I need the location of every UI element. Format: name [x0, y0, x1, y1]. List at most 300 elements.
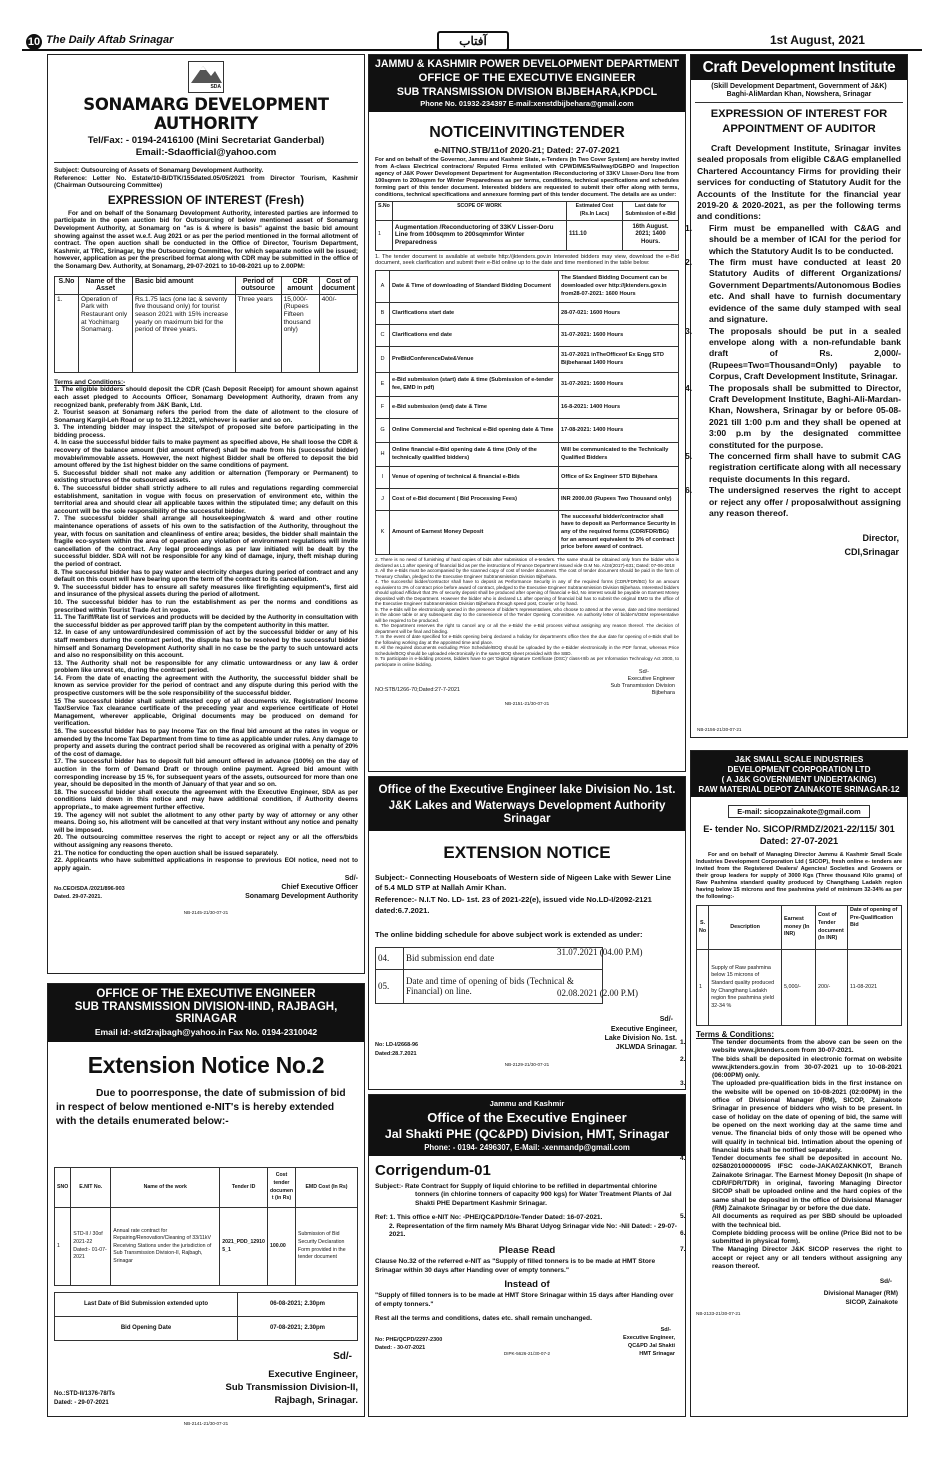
table-cell: Bid submission end date: [404, 947, 603, 969]
sda-sd: Sd/-: [344, 875, 358, 883]
lake-date-2: 02.08.2021 (2.00 P.M): [557, 988, 639, 998]
rajbagh-col-work: Name of the work: [111, 1168, 220, 1208]
bijbehara-line1: JAMMU & KASHMIR POWER DEVELOPMENT DEPARTMENT: [374, 58, 680, 70]
sda-ref-date: Dated. 29-07-2021.: [54, 893, 102, 900]
list-item: 10. The successful bidder has to run the establishment as per the norms and conditions as prescribed within Tourist Trade Act in vogue.: [54, 598, 358, 614]
sicop-col-date: Date of opening of Pre-Qualification Bid: [848, 906, 902, 950]
sicop-footer: [696, 1279, 902, 1323]
sda-terms-list: [54, 386, 358, 872]
jalshakti-ref-date: Dated: - 30-07-2021: [375, 1345, 426, 1352]
bijbehara-nit: e-NITNO.STB/11of 2020-21; Dated: 27-07-2021: [434, 145, 620, 155]
list-item: [680, 1039, 902, 1056]
table-cell: 2021_PDD_12910 5_1: [220, 1208, 268, 1286]
sicop-line3: ( A J&K GOVERNMENT UNDERTAKING): [721, 775, 877, 784]
list-number: 4.: [680, 1155, 686, 1163]
table-cell: Operation of Park with Restaurant only at Yochimarg Sonamarg.: [79, 294, 133, 372]
table-row: [376, 325, 679, 347]
list-item: 6. The successful bidder shall strictly adhere to all rules and regulations regarding commercial establishment, sanitation in vogue with focus on preservation of environment etc, within the territorial area and should clear all applicable taxes within the stipulated time; any default on this account will be the sole responsibility of the successful bidder.: [54, 485, 358, 515]
table-cell: 15,000/- (Rupees Fifteen thousand only): [281, 294, 319, 372]
sicop-col-desc: Description: [709, 906, 782, 950]
list-item-text: Complete bidding process will be online (Price Bid not to be submitted in physical form).: [712, 1229, 902, 1246]
jalshakti-footer: [375, 1327, 679, 1383]
jalshakti-line0: Jammu and Kashmir: [489, 1099, 565, 1108]
table-row: [55, 1293, 358, 1317]
sicop-signatory: Divisional Manager (RM): [823, 1290, 898, 1298]
table-cell: 111.10: [567, 220, 623, 250]
craft-heading: EXPRESSION OF INTEREST FOR APPOINTMENT OF AUDITOR: [710, 108, 888, 135]
list-item: 7. In the event of date specified for e-Bids opening being declared a holiday for department's office then the due date for opening of e-Bids shall be the following working day at the appointed time and place.: [375, 634, 679, 645]
rajbagh-col-tender: Tender ID: [220, 1168, 268, 1208]
lake-place: JKLWDA Srinagar.: [615, 1043, 677, 1051]
table-cell: Will be communicated to the Technically Qualified Bidders: [559, 443, 679, 467]
bijbehara-footer: [375, 669, 679, 713]
jalshakti-sd: Sd/-: [660, 1327, 671, 1334]
sicop-col-emd: Earnest money (In INR): [782, 906, 816, 950]
list-number: 4.: [685, 382, 693, 393]
bijbehara-line3: SUB TRANSMISSION DIVISION BIJBEHARA,KPDCL: [396, 86, 658, 98]
table-cell: Venue of opening of technical & financial e-Bids: [390, 467, 559, 489]
table-cell: 28-07-021: 1600 Hours: [559, 303, 679, 325]
jalshakti-notice: [368, 1094, 686, 1417]
list-number: 3.: [680, 1080, 686, 1088]
sda-reference: Reference: Letter No. Estate/10-B/DTK/155dated.05/05/2021 from Director Tourism, Kashmir (Chairman Outsourcing Committee): [54, 174, 358, 190]
craft-intro: Craft Development Institute, Srinagar invites sealed proposals from eligible C&AG emplanelled Chartered Accountancy Firms for providing their services for conducting of Statutory Audit for the Accounts of the Institute for the financial year 2019-20 & 2020-2021, as per the following terms and conditions:: [697, 143, 901, 222]
table-row: [376, 969, 603, 1003]
lake-line1: Office of the Executive Engineer lake Division No. 1st.: [378, 783, 676, 796]
table-row: [376, 489, 679, 511]
table-cell: B: [376, 303, 390, 325]
sda-signatory: Chief Executive Officer: [281, 883, 358, 891]
rajbagh-code: NB-2141-21/30-07-21: [183, 1421, 229, 1426]
bijbehara-code: NB-2151-21/30-07-21: [504, 701, 550, 707]
table-row: [376, 271, 679, 303]
list-item: 19. The agency will not sublet the allotment to any other party by way of attorney or any other means. Doing so, his allotment will be cancelled at that very instant without any notice and penalty will be imposed.: [54, 811, 358, 834]
table-row: [697, 950, 902, 1026]
craft-divider: [695, 102, 903, 103]
lake-line: The online bidding schedule for above subject work is extended as under:: [375, 929, 643, 939]
list-item: [685, 450, 901, 485]
list-item: 5. The e-Bids will be electronically opened in the presence of bidder's representatives, who choose to attend at the venue, date and time mentioned in the above table or any subsequent day to the convenience of the Tender Opening Committee. An authority letter of bidder's/OEM representative will be required to be produced.: [375, 606, 679, 623]
sda-col-bid: Basic bid amount: [133, 276, 236, 294]
jalshakti-place: HMT Srinagar: [639, 1351, 675, 1358]
table-cell: INR 2000.00 (Rupees Two Thousand only): [559, 489, 679, 511]
list-item-text: The undersigned reserves the right to accept or reject any offer / proposalwithout assigning any reason thereof.: [709, 485, 901, 518]
bijbehara-phone: Phone No. 01932-234397 E-mail:xenstdbijbehara@gmail.com: [420, 99, 634, 108]
list-item-text: All documents as required as per SBD should be uploaded with the technical bid.: [712, 1213, 902, 1229]
page-number: 10: [27, 36, 41, 48]
table-cell: 1: [376, 220, 393, 250]
jalshakti-title: Corrigendum-01: [375, 1162, 491, 1179]
table-cell: Online Commercial and Technical e-Bid opening date & Time: [390, 419, 559, 443]
lake-code: NB-2129-21/30-07-21: [504, 1061, 550, 1067]
table-cell: 5,000/-: [782, 950, 816, 1026]
bijbehara-work-table: [375, 201, 679, 250]
list-item: 22. Applicants who have submitted applications in response to previous EOI notice, need not to apply again.: [54, 857, 358, 872]
sicop-table: [696, 905, 902, 1026]
table-cell: 400/-: [319, 294, 357, 372]
list-item: 9. To participate in e-bidding process, bidders have to get 'Digital Signature Certificate (DSC)' class-III/b as per Information Technology Act 2000, to participate in online bidding.: [375, 656, 679, 667]
page-header: [0, 0, 945, 48]
craft-sub1: (Skill Development Department, Government of J&K): [711, 83, 887, 90]
rajbagh-title: Extension Notice No.2: [87, 1052, 325, 1078]
bijbehara-signatory-org: Sub Transmission Division: [610, 683, 675, 690]
bijbehara-place: Bijbehara: [651, 690, 675, 697]
table-cell: C: [376, 325, 390, 347]
table-row: [376, 419, 679, 443]
craft-title: Craft Development Institute: [702, 59, 896, 76]
list-item: 12. In case of any untoward/undesired commission of act by the successful bidder or any of his staff members during the contract period, the dispute has to be resolved by the successful bidder himself and Sonamarg Development Authority shall in no case be the party to such untoward acts and also no responsibility on this account.: [54, 629, 358, 660]
jalshakti-banner: [369, 1095, 685, 1156]
sicop-tender: E- tender No. SICOP/RMDZ/2021-22/115/ 301: [703, 824, 895, 834]
list-item: 4. The successful bidder/contractor shall have to deposit as Performance Security in any of the required forms (CDR/FDR/BG) for an amount equivalent to 3% of contract price before award of contract, pledged to the Executive Engineer Subtransmission Division Bijbehara. Interested bidders should upload Affidavit that 3% of security deposit shall be produced after opening of financial e-bid, No interest would be payable on Earnest Money deposited with the Department. However the bidder who is declared L1 after opening of financial bid has to submit the original EMD to the office of the Executive Engineer Subtransmission Division Bijbehara through speed post, Courier or by hand.: [375, 579, 679, 607]
sda-title: SONAMARG DEVELOPMENT AUTHORITY: [83, 95, 329, 133]
newspaper-name: The Daily Aftab Srinagar: [46, 34, 174, 46]
list-number: 5.: [680, 1213, 686, 1221]
list-item: [680, 1213, 902, 1230]
table-cell: I: [376, 467, 390, 489]
bijbehara-notes: [375, 557, 679, 667]
list-item: [685, 257, 901, 325]
list-item-text: Tender documents fee shall be deposited in account No. 0258020100000095 IFSC code-JAKA0ZAKNKOT, Branch Zainakote Srinagar. The Earnest Money Deposit (In shape of CDR/FDR/TDR) in original, favoring Managing Director SICOP shall be uploaded online and the hard copies of the same shall be deposited in the office of Divisional Manager (RM) Zainakote Srinagar by or before the due date.: [712, 1155, 902, 1212]
rajbagh-schedule: [54, 1292, 358, 1341]
list-item: [680, 1055, 902, 1081]
list-item: 7. The successful bidder shall arrange all housekeeping/watch & ward and other routine maintenance operations of assets of his own to the satisfaction of the Authority, throughout the year, with focus on sanitation and cleanliness of entire area; besides, the bidder shall maintain the fragile eco-system within the area of operation any violation of environment regulations will invite cancellation of the contract. Any legal proceedings as per law initiated will be dealt by the successful bidder. SDA will not be responsible for any kind of damage, injury, theft mishap during the period of contract.: [54, 515, 358, 568]
bijbehara-line2: OFFICE OF THE EXECUTIVE ENGINEER: [418, 72, 636, 84]
rajbagh-notice: [47, 983, 365, 1426]
table-cell: STD-II / 30of 2021-22 Dated:- 01-07-2021: [71, 1208, 111, 1286]
list-item: 4. In case the successful bidder fails to make payment as specified above, He shall loose the CDR & recovery of the balance amount (bid amount offered) shall be made from his (successful bidder) movable/immovable assets. However, the next highest Bidder shall be offered to deposit the bid amount offered by the 1st highest bidder on the same conditions of payment.: [54, 439, 358, 470]
table-cell: Annual rate contract for Repairing/Renovation/Cleaning of 33/11kV Receiving Stations under the jurisdiction of Sub Transmission Division-II, Rajbagh, Srinagar: [111, 1208, 220, 1286]
sda-signatory-org: Sonamarg Development Authority: [245, 892, 358, 900]
sicop-email: [696, 801, 902, 819]
list-item: 17. The successful bidder has to deposit full bid amount offered in advance (100%) on the day of auction in the form of Demand Draft or through online payment. Agreed bid amount with corresponding increase by 15 %, for subsequent years of the assets, outsourced for more than one year, should be deposited in the month of January of that year and so on.: [54, 758, 358, 789]
list-item: [685, 325, 901, 383]
rajbagh-col-sno: SNO: [55, 1168, 71, 1208]
table-cell: 16-8-2021: 1400 Hours: [559, 397, 679, 419]
jalshakti-phone: Phone: - 0194- 2496307, E-Mail: -xenmandp@gmail.com: [424, 1143, 630, 1152]
lake-reference: Reference:- N.I.T No. LD- 1st. 23 of 2021-22(e), issued vide No.LD-I/2092-2121 dated:6.7.2021.: [375, 895, 652, 915]
list-number: 2.: [680, 1055, 686, 1063]
list-item-text: The proposals should be put in a sealed envelope along with a non-refundable bank draft of Rs. 2,000/- (Rupees=Two=Thousand=Only) payable to Corpus, Craft Development Institute, Srinagar.: [709, 325, 901, 382]
jalshakti-signatory: Executive Engineer,: [623, 1335, 675, 1342]
list-item: 8. The successful bidder has to pay water and electricity charges during period of contract and any default on this count will have bearing upon the term of the contract to its cancellation.: [54, 568, 358, 584]
list-item: [680, 1229, 902, 1247]
jalshakti-please-read: Please Read: [498, 1245, 556, 1257]
table-cell: Submission of Bid Security Declaration Form provided in the tender document: [296, 1208, 358, 1286]
table-row: [376, 303, 679, 325]
sicop-intro: For and on behalf of Managing Director Jammu & Kashmir Small Scale Industries Development Corporation Ltd ( SICOP), fresh online e- tenders are invited from the Registered Dealers/ Agencies/ Societies and Growers or their group leaders for supply of 3000 Kgs (Three thousand Kilo grams) of Raw Pashmina standard quality produced by Changthang Ladakh region having below 15 microns and fine pashmina yield of minimum 32-34% as per the following:-: [696, 852, 902, 900]
list-item-text: The concerned firm shall have to submit CAG registration certificate along with all necessary requiste documents In this regard.: [709, 450, 901, 484]
sicop-terms: [680, 1039, 902, 1271]
jalshakti-code: DIPK-5626-21/30-07-2: [503, 1351, 551, 1357]
list-item: 16. The successful bidder has to pay Income Tax on the final bid amount at the rates in vogue or amended by the Income Tax Department from time to time as applicable under rules. Any damage to property and assets during the contract period shall be recovered as original with a penalty of 20% of the cost of damage.: [54, 728, 358, 758]
sda-telfax: Tel/Fax: - 0194-2416100 (Mini Secretariat Ganderbal): [87, 135, 325, 146]
sda-col-period: Period of outsource: [235, 276, 281, 294]
list-item: 18. The successful bidder shall execute the agreement with the Executive Engineer, SDA as per conditions laid down in this notice and may have additional condition, if Authority deems appropriate., to make agreement further effective.: [54, 788, 358, 811]
list-item: 3. All the e-Bids must be accompanied by the scanned copy of cost of tender document. The cost of tender document should be paid in the form of Treasury Challan, pledged to the Executive Engineer Subtransmission Division Bijbehara.: [375, 568, 679, 579]
sicop-banner: [691, 751, 907, 797]
bijbehara-sd: Sd/-: [638, 669, 649, 676]
rajbagh-col-cost: Cost tender documen t (in Rs): [267, 1168, 295, 1208]
sda-terms-heading: Terms and Conditions:-: [54, 378, 126, 386]
list-item: [680, 1246, 902, 1271]
lake-title: EXTENSION NOTICE: [443, 843, 611, 862]
table-row: [376, 347, 679, 373]
list-item: 20. The outsourcing committee reserves the right to accept or reject any or all the offers/bids without assigning any reasons thereto.: [54, 834, 358, 849]
list-item-text: The bids shall be deposited in electronic format on website www.jktenders.gov.in from 30-07-2021 up to 10-08-2021 (06:00PM) only.: [712, 1055, 902, 1080]
sicop-col-sno: S. No: [697, 906, 709, 950]
table-cell: G: [376, 419, 390, 443]
sda-intro: For and on behalf of the Sonamarg Development Authority, interested parties are informed to participate in the open auction bid for Outsourcing of below mentioned asset of Sonamarg Development Authority, at Sonamarg on "as is & where is basis" against the basic bid amount showing against the asset w.e.f. Aug 2021 or as per the period mentioned in the formal allotment of contract. The open auction shall be conducted in the Office of Director, Tourism Department, Kashmir, at TRC, Srinagar, by the Outsourcing Committee, for which separate notice will be issued; however, application as per the prescribed format along with CDR may be submitted in the office of the Sonamarg Dev. Authority, at Sonamarg, 29-07-2021 to 10-08-2021 up to 2.00PM:: [54, 209, 358, 270]
rajbagh-col-nit: E.NIT No.: [71, 1168, 111, 1208]
table-cell: Last Date of Bid Submission extended upto: [55, 1293, 238, 1317]
table-cell: J: [376, 489, 390, 511]
sda-divider: [54, 162, 358, 163]
list-item: 9. The successful bidder has to ensure all safety measures like firefighting equipment's, first aid and insurance of the physical assets during the period of allotment.: [54, 583, 358, 599]
sda-logo: [188, 61, 224, 93]
table-cell: 16th August. 2021; 1400 Hours.: [623, 220, 679, 250]
rajbagh-footer: [48, 1351, 364, 1431]
table-cell: Clarifications end date: [390, 325, 559, 347]
bijbehara-notice: [368, 54, 686, 772]
table-cell: e-Bid submission (start) date & time (Submission of e-tender fee, EMD in pdf): [390, 373, 559, 397]
list-number: 1.: [685, 222, 693, 233]
bijbehara-schedule: [375, 270, 679, 555]
list-item: 14. From the date of enacting the agreement with the Authority, the successful bidder shall be known as service provider for the period of contract and any dispute during this period with the prospective customers will be the sole responsibility of the successful bidder.: [54, 674, 358, 698]
sicop-line2: DEVELOPMENT CORPORATION LTD: [727, 765, 871, 774]
list-item: 6. The Department reserves the right to cancel any or all the e-Bids/ the e-Bid process without assigning any reason thereof. The decision of department will be final and binding.: [375, 623, 679, 634]
rajbagh-line1: OFFICE OF THE EXECUTIVE ENGINEER: [96, 988, 316, 1000]
lake-line2: J&K Lakes and Waterways Development Authority Srinagar: [388, 799, 666, 825]
sda-footer: [54, 884, 358, 910]
craft-signatory: Director,: [862, 533, 899, 544]
jalshakti-clause2: "Supply of filled tonners is to be made at HMT Store Srinagar within 15 days after Handing over of empty tonners.": [375, 1292, 674, 1308]
list-item-text: Firm must be empanelled with C&AG and should be a member of ICAI for the period for which the Statutory Audit Is to be conducted.: [709, 222, 901, 256]
bijbehara-col-scope: SCOPE OF WORK: [392, 202, 566, 220]
table-cell: 05.: [376, 969, 404, 1003]
list-item: [680, 1155, 902, 1213]
list-item: 11. The Tariff/Rate list of services and products will be decided by the Authority in consultation with the successful bidder as per approved tariff plan by the competent authority in this matter.: [54, 614, 358, 629]
bijbehara-col-cost: Estimated Cost (Rs.In Lacs): [567, 202, 623, 220]
craft-items: [685, 222, 907, 520]
table-cell: K: [376, 511, 390, 555]
table-cell: 31-07-2021: 1600 Hours: [559, 325, 679, 347]
table-cell: Date & Time of downloading of Standard Bidding Document: [390, 271, 559, 303]
table-cell: 31-07-2021 inTheOfficeof Ex Engg STD Bijbeharaat 1400 Hours: [559, 347, 679, 373]
table-cell: 17-08-2021: 1400 Hours: [559, 419, 679, 443]
sda-notice: [47, 54, 365, 974]
jalshakti-rest: Rest all the terms and conditions, dates etc. shall remain unchanged.: [375, 1315, 592, 1323]
table-cell: 100.00: [267, 1208, 295, 1286]
sda-col-cdr: CDR amount: [281, 276, 319, 294]
list-item: [680, 1080, 902, 1155]
rajbagh-ref-no: No.:STD-II/1376-78/Ts: [54, 1391, 115, 1397]
jalshakti-signatory-org: QC&PD Jal Shakti: [627, 1343, 675, 1350]
list-number: 1.: [680, 1039, 686, 1046]
mountain-icon: [189, 62, 223, 84]
table-cell: Supply of Raw pashmina below 15 microns of Standard quality produced by Changthang Ladakh region fine pashmina yield 32-34 %: [709, 950, 782, 1026]
table-cell: D: [376, 347, 390, 373]
rajbagh-signatory: Executive Engineer,: [268, 1369, 358, 1380]
bijbehara-title: NOTICEINVITINGTENDER: [429, 124, 625, 141]
list-item-text: The Managing Director J&K SICOP reserves the right to accept or reject any or all tenders without assigning any reason thereof.: [712, 1246, 902, 1271]
table-cell: 1: [697, 950, 709, 1026]
header-rule: [22, 49, 922, 51]
sda-asset-table: [54, 276, 358, 373]
table-cell: 31-07-2021: 1600 Hours: [559, 373, 679, 397]
table-cell: Clarifications start date: [390, 303, 559, 325]
bijbehara-ref-no: NO:STB/1266-70;Dated:27-7-2021: [375, 687, 460, 694]
sicop-notice: [680, 750, 908, 1417]
jalshakti-line1: Office of the Executive Engineer: [427, 1110, 627, 1125]
sda-col-sno: S.No: [55, 276, 79, 294]
sda-subject: Subject: Outsourcing of Assets of Sonamarg Development Authority.: [54, 167, 264, 174]
list-item-text: The uploaded pre-qualification bids in the first instance on the website will be opened on 10-08-2021 (02:00PM) in the office of Divisional Manager (RM), SICOP, Zainakote Srinagar in presence of bidders who wish to be present. In case of holiday on the date of opening of bid, the same will be opened on the next working day at the same time and venue. The financial bids of only those will be opened who will qualify in technical bid. Intimation about the opening of financial bids shall be notified separately.: [712, 1080, 902, 1154]
table-cell: Online financial e-Bid opening date & time (Only of the technically qualified bidders): [390, 443, 559, 467]
table-cell: Amount of Earnest Money Deposit: [390, 511, 559, 555]
list-item: 8. All the required documents excluding Price Schedule/BOQ should be uploaded by the e-Bidder electronically in the PDF format, whereas Price Schedule/BOQ should be uploaded electronically in the same BOQ sheet provided with the SBD.: [375, 645, 679, 656]
table-cell: Bid Opening Date: [55, 1317, 238, 1341]
table-row: [55, 1208, 358, 1286]
table-cell: 04.: [376, 947, 404, 969]
table-row: [55, 294, 358, 372]
sda-heading: EXPRESSION OF INTEREST (Fresh): [107, 194, 305, 207]
sda-col-asset: Name of the Asset: [79, 276, 133, 294]
jalshakti-ref2: 2. Representation of the firm namely M/s Bharat Udyog Srinagar vide No: -Nil Dated: - 29-07-2021.: [389, 1222, 677, 1239]
table-cell: Rs.1.75 lacs (one lac & seventy five thousand only) for tourist season 2021 with 15% increase yearly on maximum bid for the period of three years.: [133, 294, 236, 372]
craft-signatory-org: CDI,Srinagar: [844, 547, 899, 558]
table-cell: The successful bidder/contractor shall have to deposit as Performance Security in any of the required forms (CDR/FDR/BG) for an amount equivalent to 3% of contract price before award of contract.: [559, 511, 679, 555]
rajbagh-line2: SUB TRANSMISSION DIVISION-IIND, RAJBAGH, SRINAGAR: [74, 1001, 338, 1025]
table-cell: Three years: [235, 294, 281, 372]
list-item-text: The proposals shall be submitted to Director, Craft Development Institute, Baghi-Ali-Mardan-Khan, Nowshera, Srinagar by or before 05-08-2021 till 1:00 p.m and they shall be opened at 3:00 p.m by the designated committee constituted for the purpose.: [709, 382, 901, 450]
table-cell: Office of Ex Engineer STD Bijbehara: [559, 467, 679, 489]
masthead-logo: آفتاب: [437, 31, 509, 51]
rajbagh-ref-date: Dated: - 29-07-2021: [54, 1400, 109, 1406]
bijbehara-col-sno: S.No: [376, 202, 393, 220]
issue-date: 1st August, 2021: [770, 33, 865, 47]
sicop-sd: Sd/-: [879, 1278, 892, 1286]
rajbagh-place: Rajbagh, Srinagar.: [274, 1395, 358, 1406]
rajbagh-table: [54, 1167, 358, 1286]
table-cell: 1: [55, 1208, 71, 1286]
list-item: 1. The eligible bidders should deposit the CDR (Cash Deposit Receipt) for amount shown against each asset pledged to Accounts Officer, Sonamarg Development Authority, drawn from any recognized bank, preferably from J&K Bank, Ltd.: [54, 386, 358, 409]
list-number: 6.: [680, 1229, 686, 1237]
bijbehara-intro: For and on behalf of the Governor, Jammu and Kashmir State, e-Tenders (In Two Cover System) are hereby invited from A-class Electrical contractors/ Reputed Firms enlisted with CPWD/MES/Railway/DGBPO and Inspection agency of J&K Power Development Department for Augmentation /Reconductoring of 33KV Lisser-Doru line from 100sqmm to 200sqmm for Winter Preparedness as per terms, conditions, technical specifications and schedules forming part of this tender document. Interested bidders are requested to submit their offer along with terms, conditions, technical specifications and annexure forming part of this tender document. The details are as under:: [375, 157, 679, 198]
list-item: [685, 222, 901, 257]
list-item: 2. There is no need of furnishing of hard copies of bids after submission of e-tenders. The same should be obtained only from the bidder who is declared as L1 after opening of financial bid as per the instructions of Finance Department issued vide O.M No. A/24(2017)-631; Dated: 07-06-2018: [375, 557, 679, 568]
craft-banner: [691, 55, 907, 80]
table-cell: F: [376, 397, 390, 419]
table-cell: PreBidConferenceDate&Venue: [390, 347, 559, 373]
jalshakti-line2: Jal Shakti PHE (QC&PD) Division, HMT, Srinagar: [384, 1127, 670, 1141]
craft-notice: [685, 54, 908, 738]
sda-code: NB-2145-21/30-07-21: [183, 909, 229, 915]
table-row: [376, 220, 679, 250]
table-cell: Cost of e-Bid document ( Bid Processing Fees): [390, 489, 559, 511]
list-item: 2. Tourist season at Sonamarg refers the period from the date of allotment to the closure of Sonamarg Kargil-Leh Road or up to 31.12.2021, whichever is earlier and so on.: [54, 409, 358, 424]
table-row: [55, 1317, 358, 1341]
list-number: 6.: [685, 485, 693, 496]
table-cell: The Standard Bidding Document can be downloaded over http://jktenders.gov.in from28-07-2021: 1600 Hours: [559, 271, 679, 303]
jalshakti-clause: Clause No.32 of the referred e-NIT as "Supply of filled tonners is to be made at HMT Store Srinagar within 30 days after Handing over of empty tonners.": [375, 1258, 656, 1274]
table-row: [376, 467, 679, 489]
sda-logo-text: SDA: [210, 84, 221, 90]
rajbagh-signatory-org: Sub Transmission Division-II,: [225, 1382, 358, 1393]
lake-footer: [375, 1014, 679, 1078]
table-row: [376, 511, 679, 555]
table-cell: E: [376, 373, 390, 397]
sicop-terms-heading: Terms & Conditions:: [696, 1030, 775, 1039]
table-cell: 200/-: [816, 950, 848, 1026]
sicop-line1: J&K SMALL SCALE INDUSTRIES: [734, 755, 864, 764]
lake-ref-no: No: LD-I/2668-96: [375, 1041, 419, 1048]
bijbehara-signatory: Executive Engineer: [627, 676, 675, 683]
list-number: 3.: [685, 325, 693, 336]
rajbagh-banner: [48, 984, 364, 1042]
list-item: [685, 382, 901, 451]
list-item: 21. The notice for conducting the open auction shall be issued separately.: [54, 849, 279, 857]
list-item: 5. Successful bidder shall not make any addition or alternation (Temporary or Permanent) to existing structures of the outsourced assets.: [54, 469, 358, 485]
lake-subject: Subject:- Connecting Houseboats of Western side of Nigeen Lake with Sewer Line of 5.4 MLD STP at Nallah Amir Khan.: [375, 873, 672, 893]
table-cell: 07-08-2021; 2.30pm: [238, 1317, 358, 1341]
table-row: [376, 443, 679, 467]
table-cell: 06-08-2021; 2.30pm: [238, 1293, 358, 1317]
sda-col-cost: Cost of document: [319, 276, 357, 294]
rajbagh-email: Email id:-std2rajbagh@yahoo.in Fax No. 0194-2310042: [94, 1027, 318, 1037]
sda-email: Email:-Sdaofficial@yahoo.com: [135, 147, 277, 158]
table-row: [376, 373, 679, 397]
lake-signatory-org: Lake Division No. 1st.: [604, 1034, 677, 1042]
list-item: 15 The successful bidder shall submit attested copy of all documents viz. Registration/ Income Tax/Service Tax clearance certificate of the preceding year and experience certificate of Hotel Management, wherever applicable, Original documents may be produced on demand for verification.: [54, 697, 358, 728]
sicop-dated: Dated: 27-07-2021: [759, 836, 839, 846]
jalshakti-subject: Subject:- Rate Contract for Supply of liquid chlorine to be refilled in departmental chlorine tonners (in chlorine tonners of capacity 900 kgs) for Water Treatment Plants of Jal Shakti PHE Department Kashmir Srinagar.: [375, 1183, 672, 1207]
sicop-line4: RAW MATERIAL DEPOT ZAINAKOTE SRINAGAR-12: [698, 785, 900, 794]
lake-notice: [368, 776, 686, 1090]
bijbehara-col-last: Last date for Submission of e-Bid: [623, 202, 679, 220]
craft-sub2: Baghi-AliMardan Khan, Nowshera, Srinagar: [726, 91, 872, 98]
table-cell: 1.: [55, 294, 79, 372]
table-cell: A: [376, 271, 390, 303]
table-row: [376, 397, 679, 419]
list-item-text: The tender documents from the above can be seen on the website www.jktenders.com from 30-07-2021.: [712, 1039, 902, 1055]
list-number: 2.: [685, 257, 693, 268]
lake-signatory: Executive Engineer,: [610, 1025, 677, 1033]
list-item: 13. The Authority shall not be responsible for any climatic untowardness or any law & order problem like unrest etc, during the contract period.: [54, 659, 358, 675]
sicop-col-cost: Cost of Tender document (In INR): [816, 906, 848, 950]
jalshakti-ref-no: No: PHE/QCPD/2297-2300: [375, 1337, 443, 1344]
table-cell: Augmentation /Reconductoring of 33KV Lisser-Doru Line from 100sqmm to 200sqmmfor Winter Preparedness: [392, 220, 566, 250]
list-number: 7.: [680, 1246, 686, 1254]
list-item: 3. The intending bidder may inspect the site/spot of proposed site before participating in the bidding process.: [54, 424, 358, 439]
list-number: 5.: [685, 450, 693, 461]
sda-ref-no: No.CEO/SDA /2021/896-903: [54, 885, 125, 892]
list-item: [685, 485, 901, 519]
rajbagh-col-emd: EMD Cost (In Rs): [296, 1168, 358, 1208]
bijbehara-banner: [369, 55, 685, 112]
sicop-code: NB-2133-21/30-07-21: [696, 1311, 741, 1317]
table-cell: 11-08-2021: [848, 950, 902, 1026]
craft-code: NB-2156-21/30-07-21: [697, 726, 742, 732]
lake-banner: [369, 777, 685, 831]
jalshakti-ref1: Ref: 1. This office e-NIT No: -PHE/QC&PD/10/e-Tender Dated: 16-07-2021.: [375, 1214, 603, 1222]
jalshakti-instead-of: Instead of: [504, 1279, 550, 1291]
lake-date-1: 31.07.2021 (04.00 P.M): [557, 947, 643, 957]
table-cell: e-Bid submission (end) date & Time: [390, 397, 559, 419]
sicop-signatory-org: SICOP, Zainakote: [845, 1299, 898, 1307]
bijbehara-note1: 1. The tender document is available at website http://jktenders.gov.in Interested bidders may view, download the e-Bid document, seek clarification and submit their e-Bid online up to the date and time mentioned in the table below:: [375, 253, 679, 267]
table-cell: Date and time of opening of bids (Technical & Financial) on line.: [404, 969, 603, 1003]
